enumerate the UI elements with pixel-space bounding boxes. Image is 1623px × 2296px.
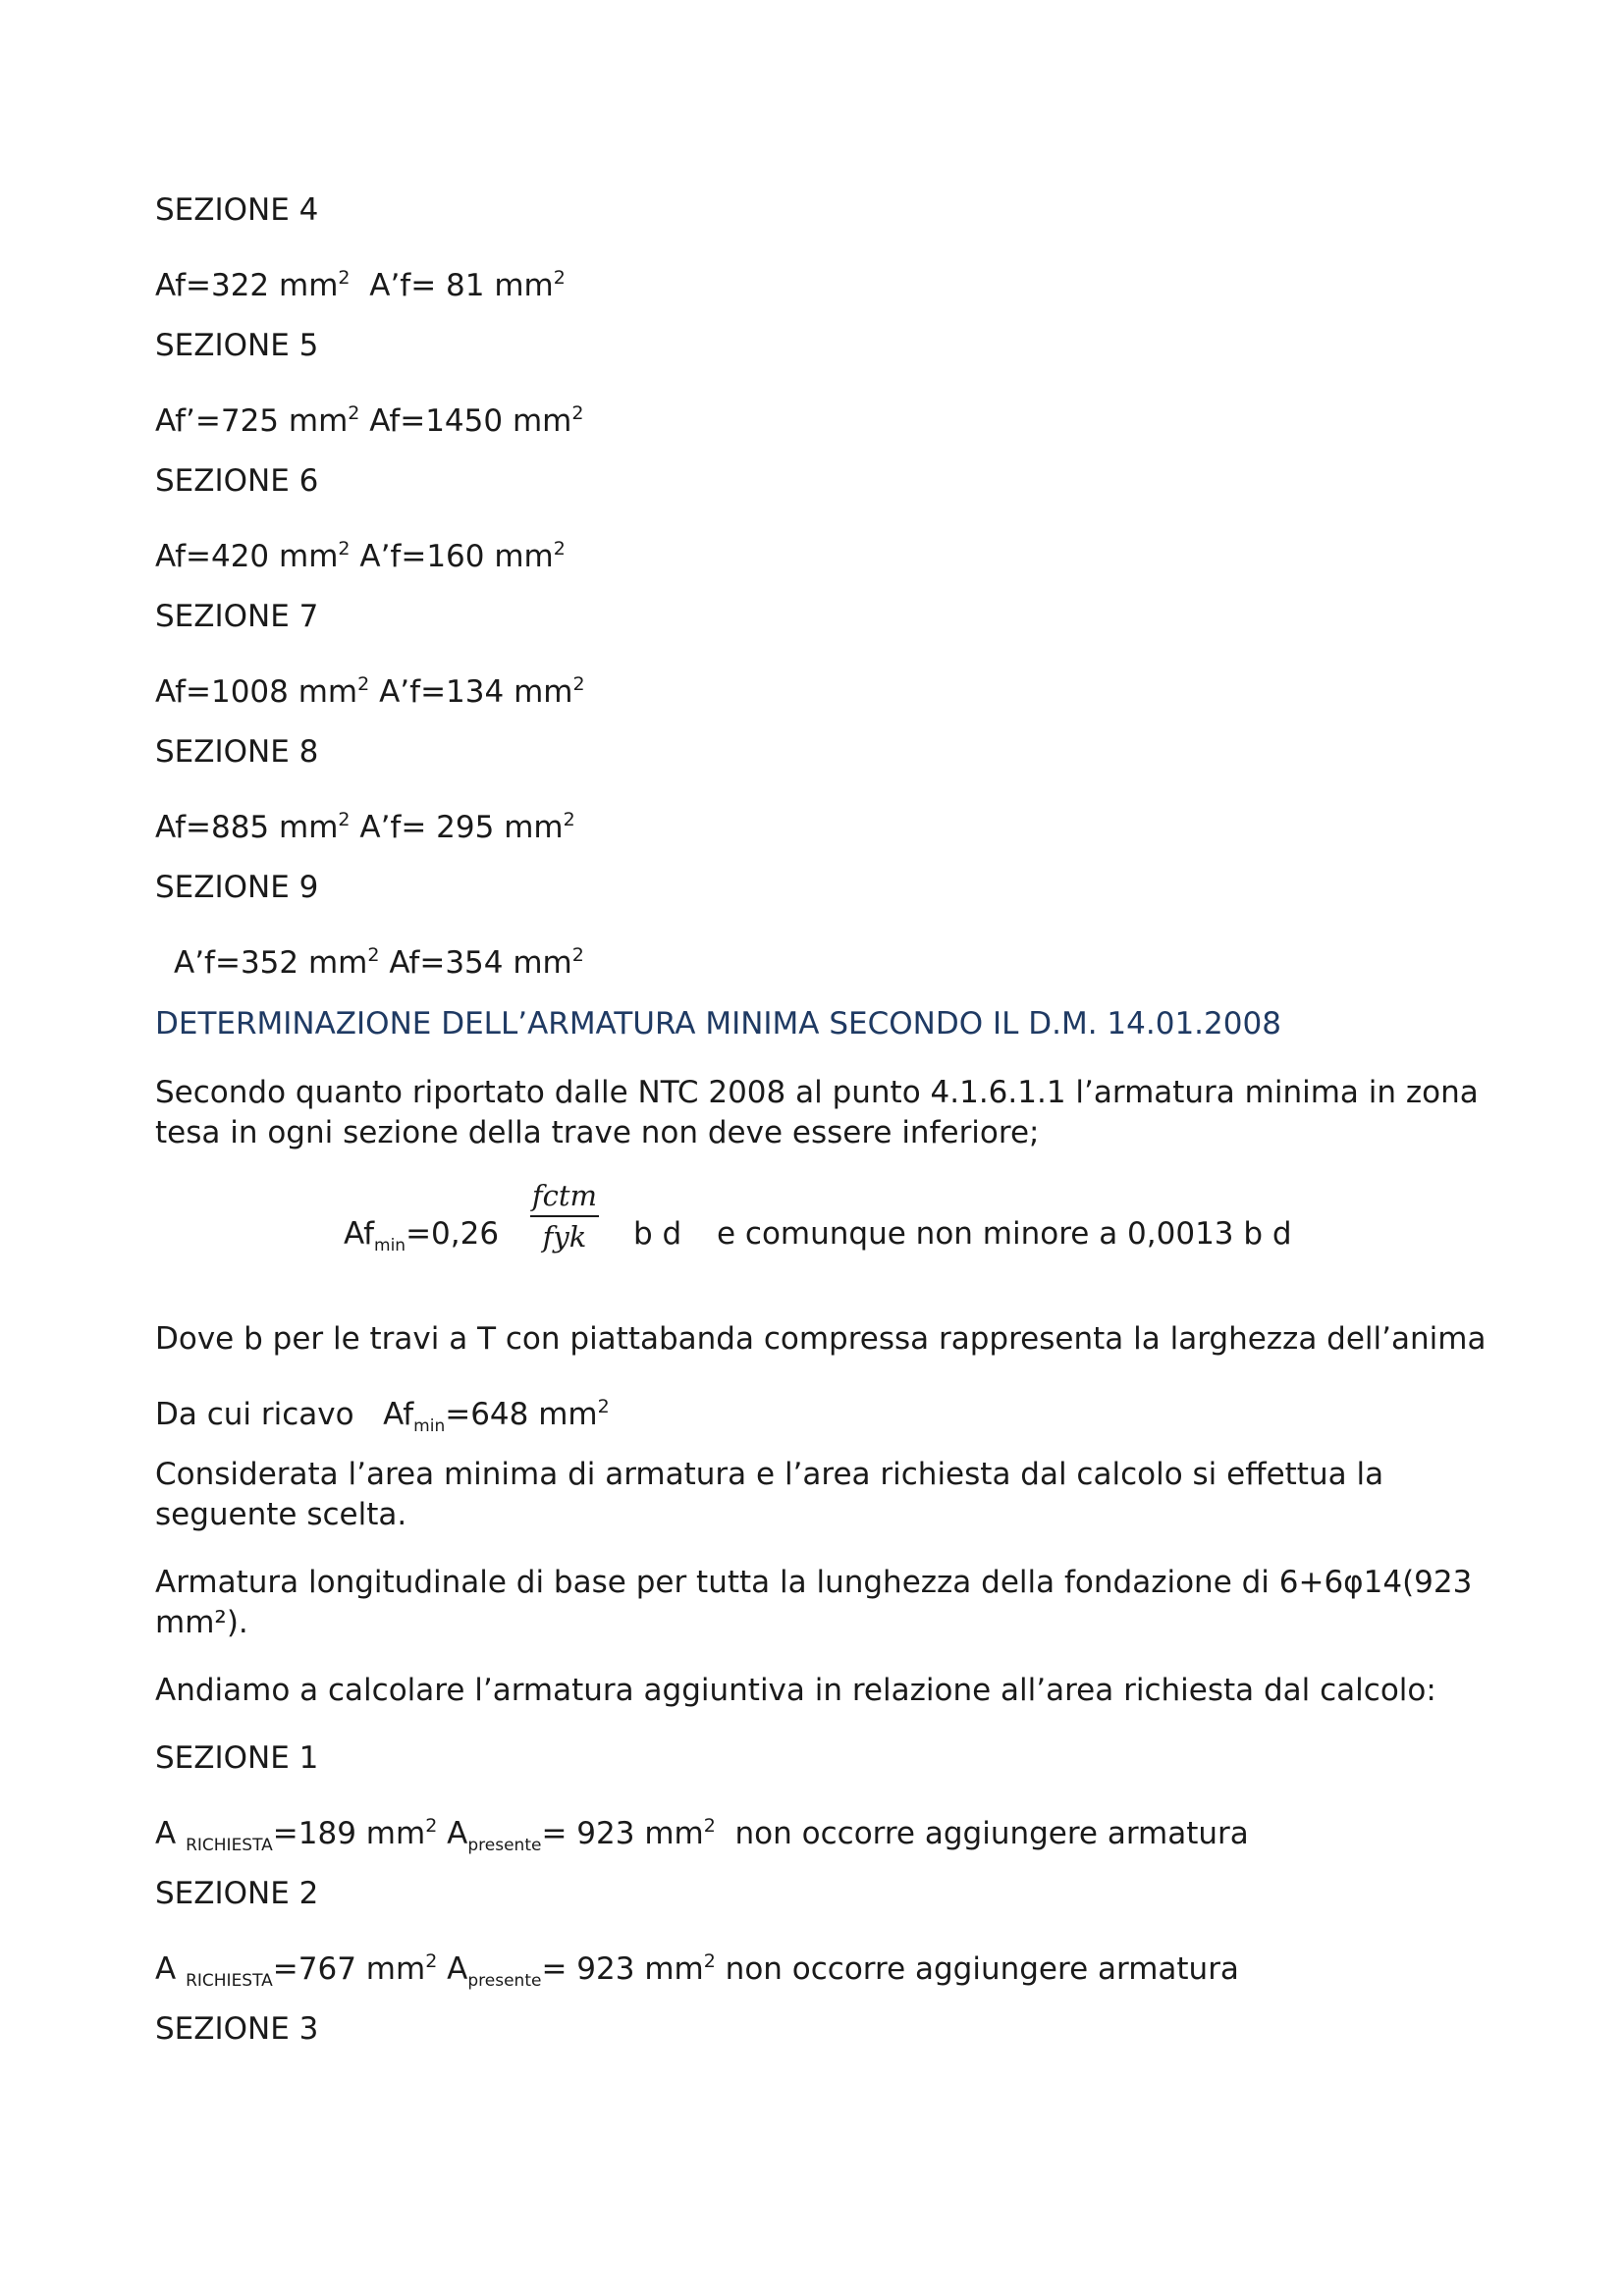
section-5-values: [155, 394, 583, 441]
section-8-values: [155, 800, 575, 847]
considerata-paragraph: Considerata l’area minima di armatura e l’area richiesta dal calcolo si effettua la seguente scelta.: [155, 1457, 1384, 1532]
formula-min-subscript: min: [374, 1236, 406, 1255]
a-label: A: [155, 1816, 177, 1851]
superscript: 2: [367, 944, 380, 966]
af-value: Af=322 mm: [155, 268, 339, 303]
fraction-bar: [530, 1215, 599, 1217]
a-label: A: [447, 1951, 468, 1987]
formula-lhs: [344, 1216, 499, 1255]
section-7-title: SEZIONE 7: [155, 599, 319, 634]
section-9-values: [174, 935, 584, 983]
af-value: Af=1450 mm: [369, 403, 572, 439]
superscript: 2: [597, 1396, 610, 1417]
section-2-values: [155, 1942, 1239, 2001]
superscript: 2: [571, 944, 584, 966]
andiamo-paragraph: Andiamo a calcolare l’armatura aggiuntiva in relazione all’area richiesta dal calcolo:: [155, 1673, 1436, 1708]
richiesta-subscript: RICHIESTA: [186, 1971, 273, 1991]
superscript: 2: [348, 402, 360, 424]
presente-value: = 923 mm: [541, 1816, 704, 1851]
section-6-values: [155, 529, 566, 576]
formula-coefficient: =0,26: [406, 1216, 500, 1252]
section-heading: DETERMINAZIONE DELL’ARMATURA MINIMA SECONDO IL D.M. 14.01.2008: [155, 1006, 1281, 1041]
fraction-denominator: fyk: [542, 1220, 587, 1254]
dove-paragraph: Dove b per le travi a T con piattabanda compressa rappresenta la larghezza dell’anima: [155, 1321, 1487, 1357]
superscript: 2: [553, 267, 566, 289]
superscript: 2: [338, 267, 351, 289]
superscript: 2: [338, 538, 351, 560]
section-4-values: [155, 258, 566, 305]
section-1-title: SEZIONE 1: [155, 1740, 319, 1776]
superscript: 2: [572, 673, 585, 695]
presente-subscript: presente: [467, 1836, 542, 1855]
intro-paragraph: Secondo quanto riportato dalle NTC 2008 al punto 4.1.6.1.1 l’armatura minima in zona tesa in ogni sezione della trave non deve essere inferiore;: [155, 1075, 1479, 1150]
ricavo-subscript: min: [413, 1416, 446, 1436]
section-2-title: SEZIONE 2: [155, 1876, 319, 1911]
af-value: Af=885 mm: [155, 810, 339, 845]
richiesta-value: =189 mm: [272, 1816, 426, 1851]
apf-value: A’f=160 mm: [359, 539, 554, 574]
af-value: Af=1008 mm: [155, 674, 358, 710]
apf-value: Af’=725 mm: [155, 403, 349, 439]
superscript: 2: [425, 1815, 438, 1837]
superscript: 2: [563, 809, 575, 830]
superscript: 2: [553, 538, 566, 560]
formula-tail: e comunque non minore a 0,0013 b d: [717, 1216, 1292, 1252]
presente-subscript: presente: [467, 1971, 542, 1991]
a-label: A: [447, 1816, 468, 1851]
ricavo-value: =648 mm: [445, 1397, 598, 1432]
af-value: Af=354 mm: [389, 945, 572, 981]
apf-value: A’f= 81 mm: [369, 268, 554, 303]
section-3-title: SEZIONE 3: [155, 2011, 319, 2047]
superscript: 2: [357, 673, 370, 695]
section-8-title: SEZIONE 8: [155, 734, 319, 770]
minimum-reinforcement-formula: [344, 1179, 1325, 1267]
superscript: 2: [425, 1950, 438, 1972]
section-9-title: SEZIONE 9: [155, 870, 319, 905]
section-7-values: [155, 665, 585, 712]
apf-value: A’f= 295 mm: [359, 810, 564, 845]
formula-bd: b d: [633, 1216, 682, 1252]
formula-fraction: [530, 1179, 599, 1254]
section-1-values: [155, 1806, 1249, 1865]
section-5-title: SEZIONE 5: [155, 328, 319, 363]
richiesta-value: =767 mm: [272, 1951, 426, 1987]
presente-value: = 923 mm: [541, 1951, 704, 1987]
ricavo-prefix: Da cui ricavo: [155, 1397, 354, 1432]
a-label: A: [155, 1951, 177, 1987]
fraction-numerator: fctm: [531, 1179, 598, 1212]
superscript: 2: [571, 402, 584, 424]
ricavo-af: Af: [383, 1397, 414, 1432]
superscript: 2: [703, 1815, 716, 1837]
ricavo-line: [155, 1387, 610, 1446]
richiesta-subscript: RICHIESTA: [186, 1836, 273, 1855]
superscript: 2: [703, 1950, 716, 1972]
section-note: non occorre aggiungere armatura: [734, 1816, 1249, 1851]
superscript: 2: [338, 809, 351, 830]
af-value: Af=420 mm: [155, 539, 339, 574]
formula-af: Af: [344, 1216, 375, 1252]
apf-value: A’f=352 mm: [174, 945, 368, 981]
section-4-title: SEZIONE 4: [155, 192, 319, 228]
apf-value: A’f=134 mm: [379, 674, 573, 710]
section-note: non occorre aggiungere armatura: [725, 1951, 1239, 1987]
section-6-title: SEZIONE 6: [155, 463, 319, 499]
armatura-paragraph: Armatura longitudinale di base per tutta la lunghezza della fondazione di 6+6φ14(923 mm²).: [155, 1565, 1473, 1640]
